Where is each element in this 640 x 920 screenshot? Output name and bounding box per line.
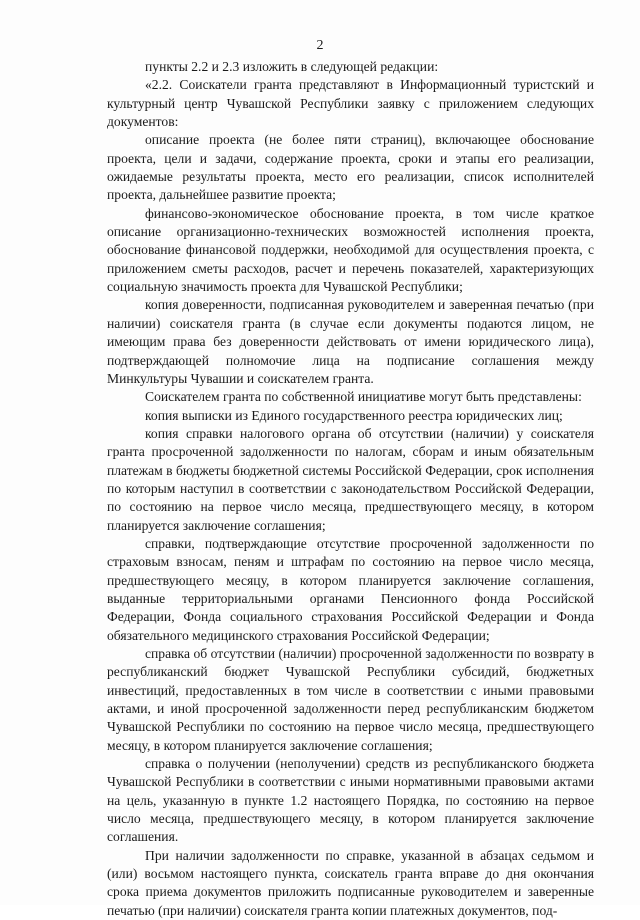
- paragraph-power-of-attorney: копия доверенности, подписанная руководителем и заверенная печатью (при наличии) соискателя гранта (в случае если документы подаются лицом, не имеющим права без доверенности действовать от имени юридического лица), подтверждающей полномочие лица на подписание соглашения между Минкультуры Чувашии и соискателем гранта.: [107, 297, 594, 386]
- paragraph-debt-payment-documents: При наличии задолженности по справке, указанной в абзацах седьмом и (или) восьмом настоящего пункта, соискатель гранта вправе до дня окончания срока приема документов приложить подписанные руководителем и заверенные печатью (при наличии) соискателя гранта копии платежных документов, под-: [107, 847, 594, 918]
- paragraph-amendment-intro: пункты 2.2 и 2.3 изложить в следующей редакции:: [145, 59, 439, 74]
- paragraph-registry-extract: копия выписки из Единого государственного реестра юридических лиц;: [145, 407, 563, 423]
- paragraph-funds-receipt-certificate: справка о получении (неполучении) средств из республиканского бюджета Чувашской Республики в соответствии с иными нормативными правовыми актами на цель, указанную в пункте 1.2 настоящего Порядка, по состоянию на первое число месяца, предшествующего месяцу, в котором планируется заключение соглашения.: [107, 756, 594, 845]
- paragraph-clause-2-2: «2.2. Соискатели гранта представляют в Информационный туристский и культурный центр Чувашской Республики заявку с приложением следующих документов:: [107, 77, 594, 130]
- paragraph-own-initiative: Соискателем гранта по собственной инициативе могут быть представлены:: [145, 389, 582, 405]
- page-number: 2: [316, 38, 324, 53]
- document-body: [107, 58, 594, 920]
- paragraph-project-description: описание проекта (не более пяти страниц), включающее обоснование проекта, цели и задачи, содержание проекта, сроки и этапы его реализации, ожидаемые результаты проекта, место его реализации, список исполнителей проекта, дальнейшее развитие проекта;: [107, 132, 594, 203]
- paragraph-financial-justification: финансово-экономическое обоснование проекта, в том числе краткое описание организационно-технических возможностей исполнения проекта, обоснование финансовой поддержки, необходимой для осуществления проекта, с приложением сметы расходов, расчет и перечень показателей, характеризующих социальную значимость проекта для Чувашской Республики;: [107, 205, 594, 295]
- paragraph-tax-certificate: копия справки налогового органа об отсутствии (наличии) у соискателя гранта просроченной задолженности по налогам, сборам и иным обязательным платежам в бюджеты бюджетной системы Российской Федерации, срок исполнения по которым наступил в соответствии с законодательством Российской Федерации, по состоянию на первое число месяца, предшествующего месяцу, в котором планируется заключение соглашения;: [107, 425, 594, 533]
- paragraph-budget-debt-certificate: справка об отсутствии (наличии) просроченной задолженности по возврату в республиканский бюджет Чувашской Республики субсидий, бюджетных инвестиций, предоставленных в том числе в соответствии с иными правовыми актами, и иной просроченной задолженности перед республиканским бюджетом Чувашской Республики по состоянию на первое число месяца, предшествующего месяцу, в котором планируется заключение соглашения;: [107, 646, 594, 753]
- paragraph-insurance-certificates: справки, подтверждающие отсутствие просроченной задолженности по страховым взносам, пеням и штрафам по состоянию на первое число месяца, предшествующего месяцу, в котором планируется заключение соглашения, выданные территориальными органами Пенсионного фонда Российской Федерации, Фонда социального страхования Российской Федерации и Фонда обязательного медицинского страхования Российской Федерации;: [107, 535, 594, 643]
